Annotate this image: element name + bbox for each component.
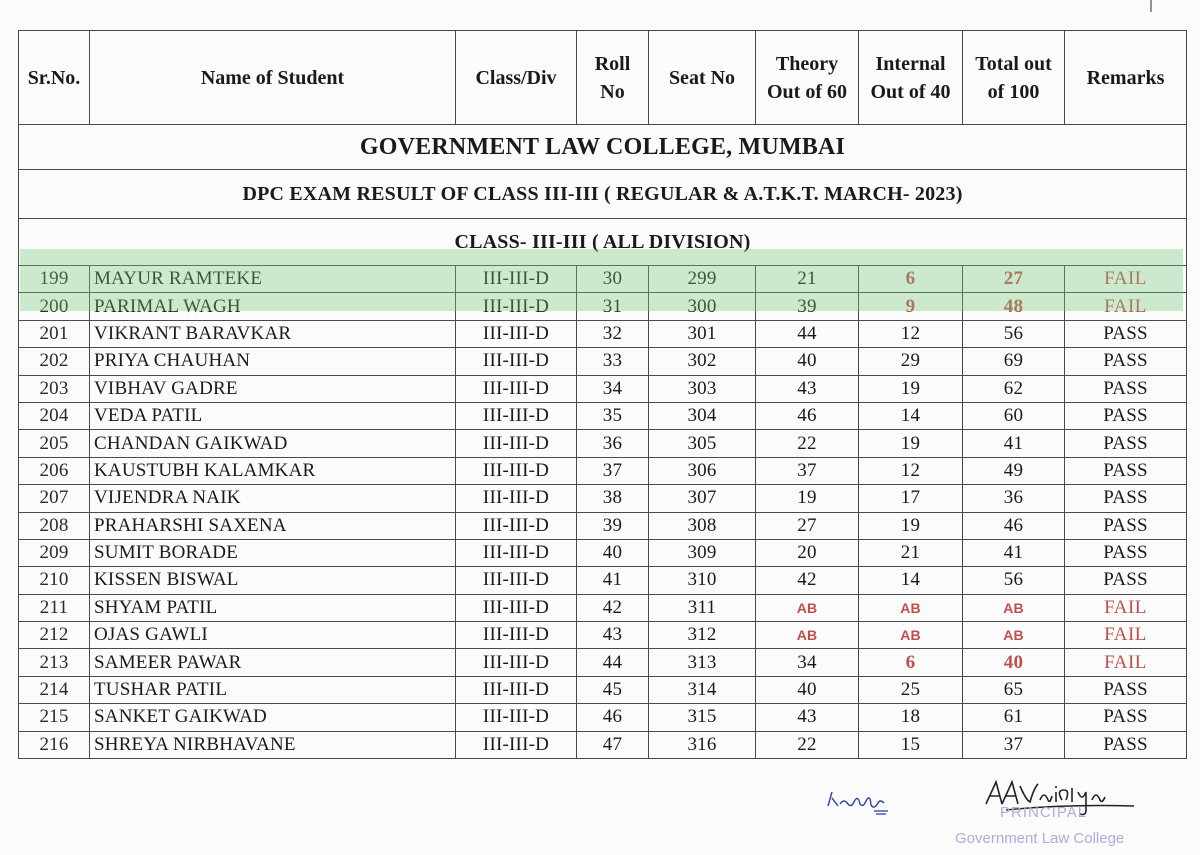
cell-total: 62 [963, 375, 1065, 402]
table-row [19, 320, 1187, 347]
table-row [19, 293, 1187, 320]
cell-classdiv: III-III-D [456, 430, 577, 457]
cell-internal: 15 [859, 731, 963, 758]
cell-total: 65 [963, 676, 1065, 703]
cell-internal: 18 [859, 704, 963, 731]
cell-internal: 12 [859, 320, 963, 347]
cell-remarks: FAIL [1065, 649, 1187, 676]
cell-roll: 42 [577, 594, 649, 621]
cell-classdiv: III-III-D [456, 649, 577, 676]
cell-classdiv: III-III-D [456, 512, 577, 539]
cell-sr: 216 [19, 731, 90, 758]
cell-sr: 205 [19, 430, 90, 457]
cell-roll: 43 [577, 622, 649, 649]
cell-classdiv: III-III-D [456, 676, 577, 703]
cell-remarks: PASS [1065, 485, 1187, 512]
cell-roll: 39 [577, 512, 649, 539]
cell-name: VIKRANT BARAVKAR [90, 320, 456, 347]
table-row [19, 266, 1187, 293]
cell-seat: 306 [649, 457, 756, 484]
cell-theory: 20 [756, 539, 859, 566]
cell-seat: 300 [649, 293, 756, 320]
cell-name: VEDA PATIL [90, 402, 456, 429]
cell-theory: 37 [756, 457, 859, 484]
cell-total: 56 [963, 567, 1065, 594]
col-theory: Theory Out of 60 [756, 31, 859, 125]
table-row [19, 539, 1187, 566]
cell-name: PRAHARSHI SAXENA [90, 512, 456, 539]
cell-remarks: FAIL [1065, 293, 1187, 320]
cell-total: AB [963, 622, 1065, 649]
table-row [19, 457, 1187, 484]
cell-sr: 200 [19, 293, 90, 320]
cell-classdiv: III-III-D [456, 375, 577, 402]
cell-seat: 312 [649, 622, 756, 649]
result-sheet [18, 30, 1186, 759]
cell-internal: 19 [859, 375, 963, 402]
cell-seat: 305 [649, 430, 756, 457]
cell-remarks: FAIL [1065, 594, 1187, 621]
cell-theory: 46 [756, 402, 859, 429]
table-row [19, 348, 1187, 375]
table-row [19, 649, 1187, 676]
cell-remarks: PASS [1065, 375, 1187, 402]
cell-remarks: PASS [1065, 320, 1187, 347]
table-row [19, 594, 1187, 621]
cell-roll: 40 [577, 539, 649, 566]
cell-theory: 22 [756, 430, 859, 457]
cell-sr: 208 [19, 512, 90, 539]
cell-theory: 43 [756, 375, 859, 402]
cell-sr: 202 [19, 348, 90, 375]
cell-remarks: PASS [1065, 402, 1187, 429]
cell-classdiv: III-III-D [456, 402, 577, 429]
cell-seat: 311 [649, 594, 756, 621]
cell-name: VIBHAV GADRE [90, 375, 456, 402]
cell-total: AB [963, 594, 1065, 621]
cell-sr: 199 [19, 266, 90, 293]
cell-sr: 210 [19, 567, 90, 594]
table-row [19, 622, 1187, 649]
cell-seat: 299 [649, 266, 756, 293]
cell-total: 27 [963, 266, 1065, 293]
cell-internal: 29 [859, 348, 963, 375]
cell-total: 61 [963, 704, 1065, 731]
cell-roll: 36 [577, 430, 649, 457]
cell-name: KISSEN BISWAL [90, 567, 456, 594]
cell-classdiv: III-III-D [456, 622, 577, 649]
cell-remarks: PASS [1065, 676, 1187, 703]
cell-classdiv: III-III-D [456, 320, 577, 347]
cell-theory: 40 [756, 676, 859, 703]
cell-sr: 207 [19, 485, 90, 512]
cell-seat: 313 [649, 649, 756, 676]
cell-sr: 204 [19, 402, 90, 429]
col-internal: Internal Out of 40 [859, 31, 963, 125]
cell-theory: AB [756, 622, 859, 649]
cell-internal: 25 [859, 676, 963, 703]
cell-remarks: PASS [1065, 539, 1187, 566]
table-row [19, 485, 1187, 512]
col-name: Name of Student [90, 31, 456, 125]
table-row [19, 676, 1187, 703]
cell-name: SUMIT BORADE [90, 539, 456, 566]
cell-roll: 41 [577, 567, 649, 594]
cell-total: 46 [963, 512, 1065, 539]
cell-sr: 201 [19, 320, 90, 347]
cell-roll: 33 [577, 348, 649, 375]
cell-remarks: PASS [1065, 512, 1187, 539]
cell-seat: 309 [649, 539, 756, 566]
cell-name: SANKET GAIKWAD [90, 704, 456, 731]
cell-total: 69 [963, 348, 1065, 375]
cell-name: PARIMAL WAGH [90, 293, 456, 320]
col-classdiv: Class/Div [456, 31, 577, 125]
cell-remarks: PASS [1065, 457, 1187, 484]
cell-theory: 39 [756, 293, 859, 320]
cell-theory: 27 [756, 512, 859, 539]
cell-internal: AB [859, 622, 963, 649]
cell-classdiv: III-III-D [456, 293, 577, 320]
cell-name: KAUSTUBH KALAMKAR [90, 457, 456, 484]
cell-theory: 19 [756, 485, 859, 512]
cell-classdiv: III-III-D [456, 704, 577, 731]
cell-sr: 215 [19, 704, 90, 731]
cell-total: 36 [963, 485, 1065, 512]
col-remarks: Remarks [1065, 31, 1187, 125]
cell-total: 40 [963, 649, 1065, 676]
cell-roll: 44 [577, 649, 649, 676]
stamp-title: PRINCIPAL [1000, 804, 1088, 821]
col-seat: Seat No [649, 31, 756, 125]
table-row [19, 375, 1187, 402]
cell-seat: 302 [649, 348, 756, 375]
cell-name: SHYAM PATIL [90, 594, 456, 621]
cell-total: 60 [963, 402, 1065, 429]
cell-remarks: FAIL [1065, 266, 1187, 293]
cell-roll: 30 [577, 266, 649, 293]
cell-internal: 14 [859, 567, 963, 594]
cell-internal: 9 [859, 293, 963, 320]
cell-name: MAYUR RAMTEKE [90, 266, 456, 293]
cell-remarks: PASS [1065, 567, 1187, 594]
cell-internal: 17 [859, 485, 963, 512]
cell-internal: 12 [859, 457, 963, 484]
table-row [19, 704, 1187, 731]
cell-name: TUSHAR PATIL [90, 676, 456, 703]
class-title: CLASS- III-III ( ALL DIVISION) [19, 219, 1187, 266]
cell-internal: 6 [859, 649, 963, 676]
cell-roll: 31 [577, 293, 649, 320]
col-sr: Sr.No. [19, 31, 90, 125]
cell-classdiv: III-III-D [456, 348, 577, 375]
cell-classdiv: III-III-D [456, 731, 577, 758]
cell-total: 41 [963, 539, 1065, 566]
cell-roll: 45 [577, 676, 649, 703]
cell-name: SAMEER PAWAR [90, 649, 456, 676]
cell-name: OJAS GAWLI [90, 622, 456, 649]
table-row [19, 512, 1187, 539]
cell-sr: 211 [19, 594, 90, 621]
cell-theory: 43 [756, 704, 859, 731]
cell-theory: 42 [756, 567, 859, 594]
cell-seat: 304 [649, 402, 756, 429]
cell-remarks: PASS [1065, 430, 1187, 457]
cell-seat: 314 [649, 676, 756, 703]
col-roll: Roll No [577, 31, 649, 125]
cell-name: VIJENDRA NAIK [90, 485, 456, 512]
cell-classdiv: III-III-D [456, 457, 577, 484]
table-row [19, 567, 1187, 594]
cell-sr: 214 [19, 676, 90, 703]
cell-theory: 40 [756, 348, 859, 375]
cell-total: 49 [963, 457, 1065, 484]
cell-roll: 32 [577, 320, 649, 347]
cell-seat: 315 [649, 704, 756, 731]
cell-roll: 37 [577, 457, 649, 484]
col-total: Total out of 100 [963, 31, 1065, 125]
cell-classdiv: III-III-D [456, 539, 577, 566]
cell-theory: 34 [756, 649, 859, 676]
cell-internal: 6 [859, 266, 963, 293]
cell-total: 56 [963, 320, 1065, 347]
cell-seat: 316 [649, 731, 756, 758]
cell-seat: 307 [649, 485, 756, 512]
cell-roll: 38 [577, 485, 649, 512]
exam-title: DPC EXAM RESULT OF CLASS III-III ( REGULAR & A.T.K.T. MARCH- 2023) [19, 170, 1187, 219]
cell-seat: 301 [649, 320, 756, 347]
cell-classdiv: III-III-D [456, 594, 577, 621]
cell-theory: 44 [756, 320, 859, 347]
cell-roll: 47 [577, 731, 649, 758]
cell-total: 37 [963, 731, 1065, 758]
cell-name: SHREYA NIRBHAVANE [90, 731, 456, 758]
table-row [19, 430, 1187, 457]
cell-theory: 21 [756, 266, 859, 293]
cell-remarks: FAIL [1065, 622, 1187, 649]
cell-remarks: PASS [1065, 731, 1187, 758]
cell-roll: 35 [577, 402, 649, 429]
table-row [19, 731, 1187, 758]
cell-classdiv: III-III-D [456, 266, 577, 293]
cell-theory: 22 [756, 731, 859, 758]
cell-remarks: PASS [1065, 348, 1187, 375]
cell-internal: AB [859, 594, 963, 621]
cell-seat: 310 [649, 567, 756, 594]
cell-sr: 203 [19, 375, 90, 402]
cell-total: 48 [963, 293, 1065, 320]
cell-sr: 212 [19, 622, 90, 649]
table-row [19, 402, 1187, 429]
cell-seat: 303 [649, 375, 756, 402]
punch-mark [1147, 0, 1155, 12]
cell-sr: 206 [19, 457, 90, 484]
cell-seat: 308 [649, 512, 756, 539]
cell-name: PRIYA CHAUHAN [90, 348, 456, 375]
cell-theory: AB [756, 594, 859, 621]
cell-name: CHANDAN GAIKWAD [90, 430, 456, 457]
college-title: GOVERNMENT LAW COLLEGE, MUMBAI [19, 125, 1187, 170]
cell-roll: 34 [577, 375, 649, 402]
column-header-row [19, 31, 1187, 125]
cell-internal: 21 [859, 539, 963, 566]
cell-classdiv: III-III-D [456, 485, 577, 512]
signature-left [824, 786, 902, 816]
cell-internal: 14 [859, 402, 963, 429]
cell-roll: 46 [577, 704, 649, 731]
result-table [18, 30, 1187, 759]
cell-internal: 19 [859, 512, 963, 539]
cell-sr: 209 [19, 539, 90, 566]
cell-internal: 19 [859, 430, 963, 457]
cell-remarks: PASS [1065, 704, 1187, 731]
cell-classdiv: III-III-D [456, 567, 577, 594]
cell-total: 41 [963, 430, 1065, 457]
stamp-org: Government Law College [955, 830, 1125, 847]
cell-sr: 213 [19, 649, 90, 676]
